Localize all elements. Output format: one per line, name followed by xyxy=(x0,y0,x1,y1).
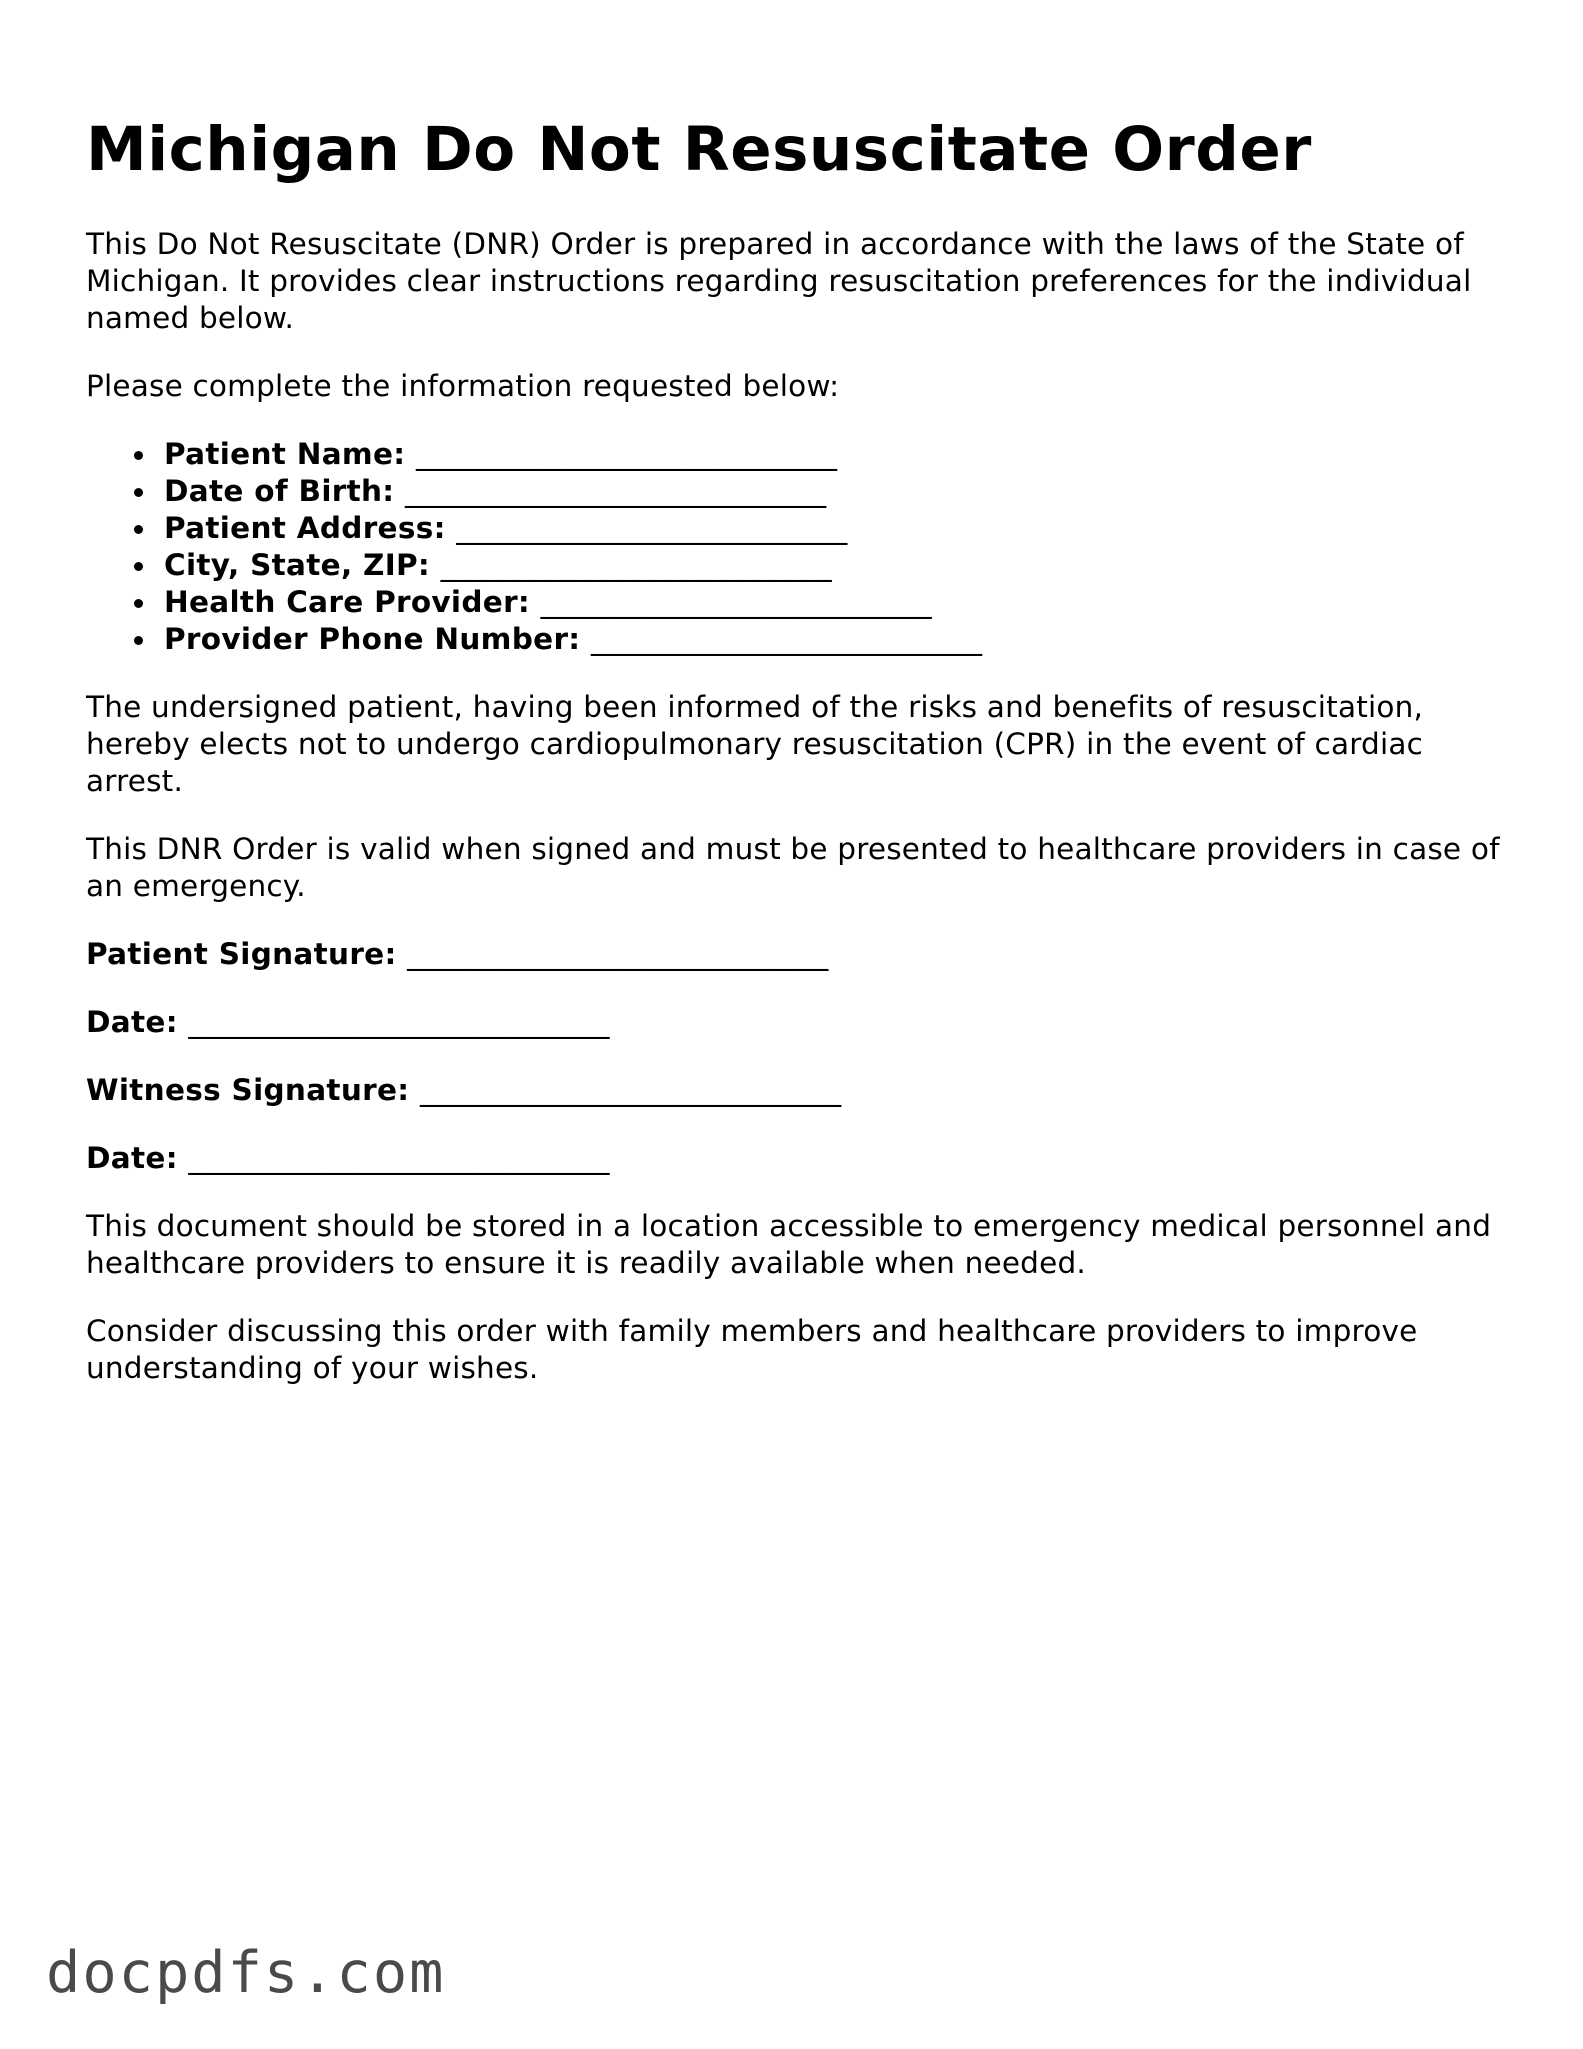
discussion-paragraph: Consider discussing this order with family members and healthcare providers to improve understanding of your wishes. xyxy=(86,1314,1418,1385)
patient-date-line[interactable] xyxy=(86,1004,1506,1041)
field-label: Patient Address: xyxy=(164,511,446,545)
field-patient-name[interactable] xyxy=(164,436,1506,473)
signature-blank[interactable]: ____________________________ xyxy=(407,937,829,971)
field-label: Date of Birth: xyxy=(164,474,395,508)
field-health-care-provider[interactable] xyxy=(164,584,1506,621)
watermark-logo: docpdfs.com xyxy=(46,1940,446,2006)
field-blank[interactable]: __________________________ xyxy=(440,548,832,582)
storage-paragraph: This document should be stored in a location accessible to emergency medical personnel and healthcare providers to ensure it is readily available when needed. xyxy=(86,1209,1492,1280)
field-blank[interactable]: __________________________ xyxy=(456,511,848,545)
election-paragraph: The undersigned patient, having been informed of the risks and benefits of resuscitation, hereby elects not to undergo cardiopulmonary resuscitation (CPR) in the event of cardiac arrest. xyxy=(86,690,1424,798)
field-date-of-birth[interactable] xyxy=(164,473,1506,510)
patient-info-list xyxy=(86,436,1506,658)
patient-signature-line[interactable] xyxy=(86,936,1506,973)
signature-blank[interactable]: ____________________________ xyxy=(419,1073,842,1107)
field-label: Provider Phone Number: xyxy=(164,622,581,656)
date-label: Date: xyxy=(86,1005,178,1039)
document-title: Michigan Do Not Resuscitate Order xyxy=(86,114,1312,185)
field-label: City, State, ZIP: xyxy=(164,548,431,582)
field-city-state-zip[interactable] xyxy=(164,547,1506,584)
field-blank[interactable]: ____________________________ xyxy=(404,474,827,508)
field-provider-phone-number[interactable] xyxy=(164,621,1506,658)
field-blank[interactable]: __________________________ xyxy=(590,622,983,656)
witness-date-line[interactable] xyxy=(86,1140,1506,1177)
signature-label: Witness Signature: xyxy=(86,1073,410,1107)
validity-paragraph: This DNR Order is valid when signed and must be presented to healthcare providers in case of an emergency. xyxy=(86,832,1500,903)
field-blank[interactable]: ____________________________ xyxy=(415,437,838,471)
signature-label: Patient Signature: xyxy=(86,937,397,971)
intro-paragraph: This Do Not Resuscitate (DNR) Order is prepared in accordance with the laws of the State of Michigan. It provides clear instructions regarding resuscitation preferences for the individual named below. xyxy=(86,227,1472,335)
document-page xyxy=(86,110,1506,1418)
field-label: Patient Name: xyxy=(164,437,406,471)
date-blank[interactable]: ____________________________ xyxy=(188,1141,610,1175)
instruction-paragraph: Please complete the information requested below: xyxy=(86,369,840,403)
field-label: Health Care Provider: xyxy=(164,585,531,619)
witness-signature-line[interactable] xyxy=(86,1072,1506,1109)
date-blank[interactable]: ____________________________ xyxy=(188,1005,610,1039)
field-blank[interactable]: __________________________ xyxy=(540,585,932,619)
date-label: Date: xyxy=(86,1141,178,1175)
field-patient-address[interactable] xyxy=(164,510,1506,547)
